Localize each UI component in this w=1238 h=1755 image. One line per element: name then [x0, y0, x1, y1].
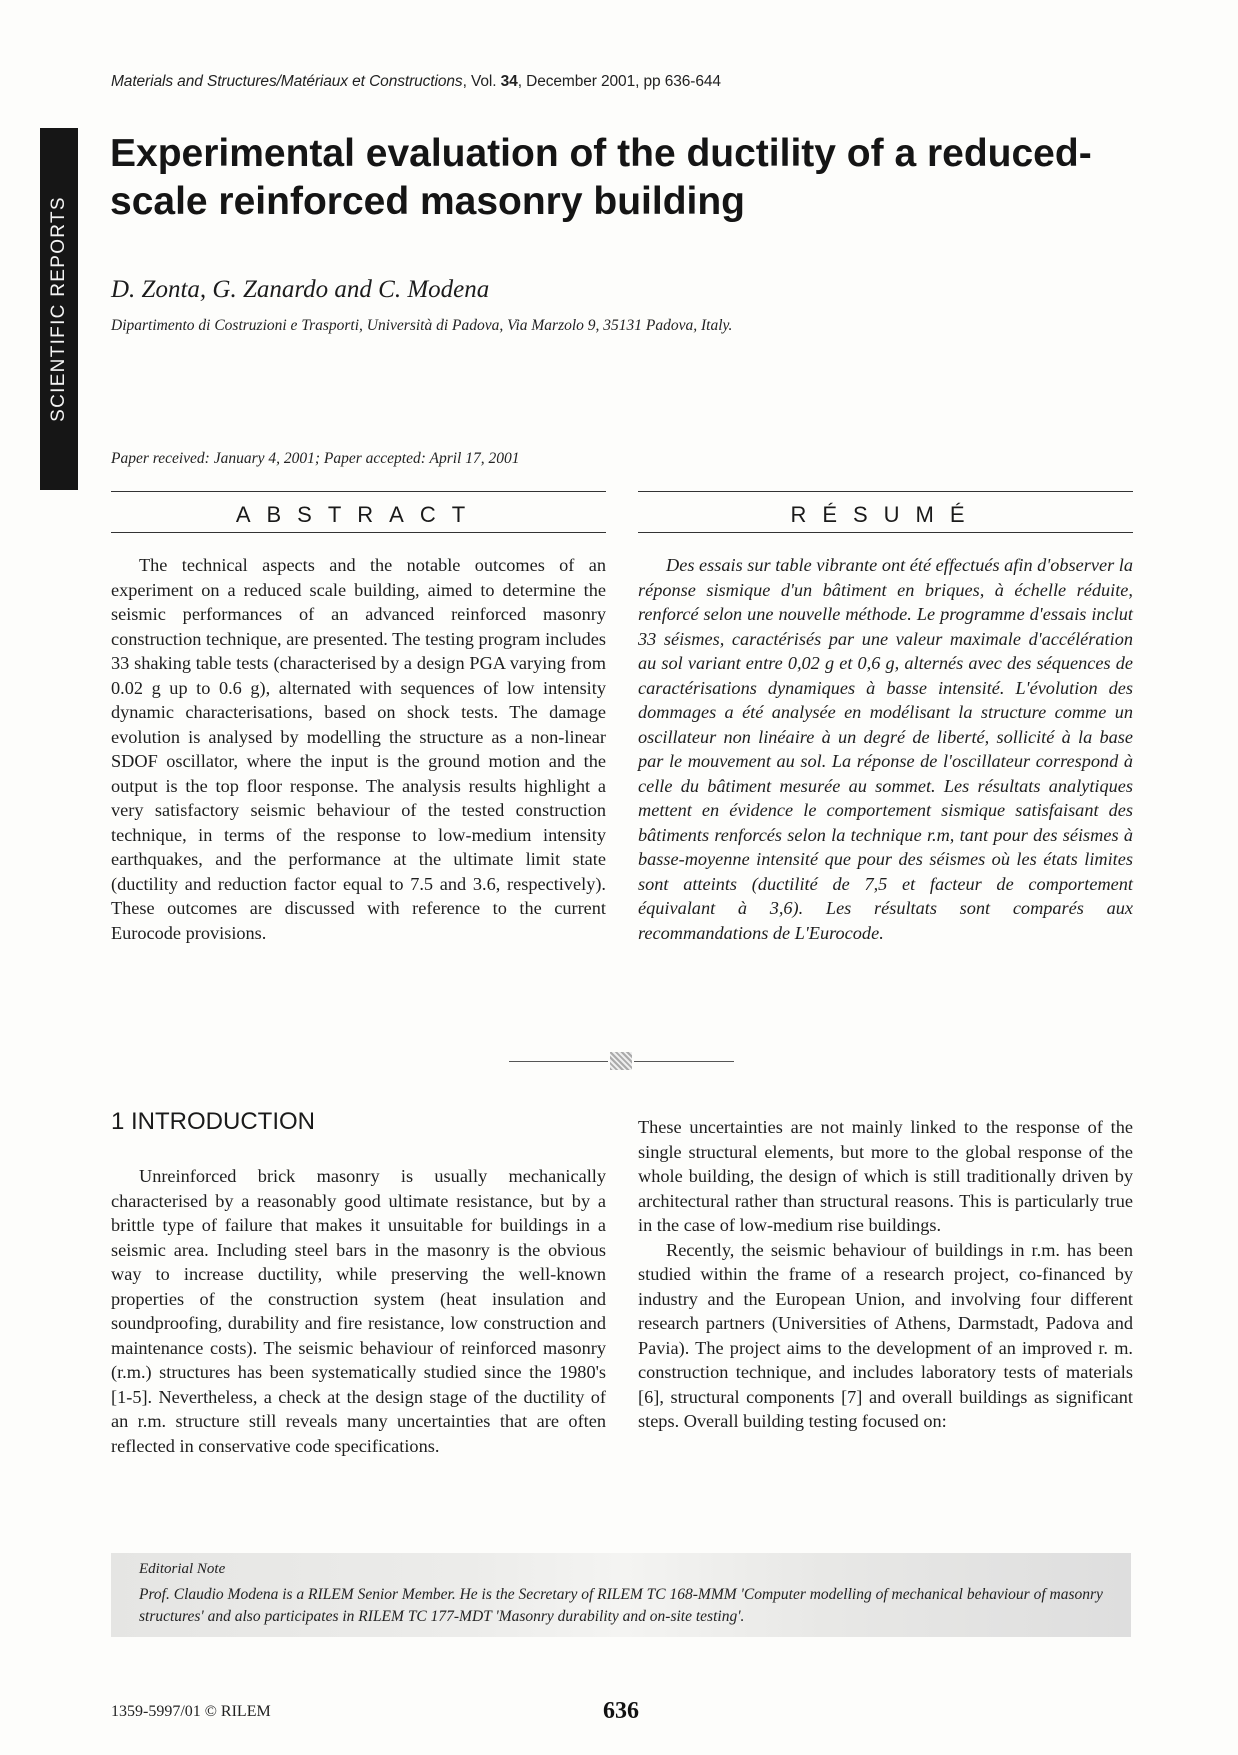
abstract-paragraph: The technical aspects and the notable outcomes of an experiment on a reduced scale building, aimed to determine the seismic performances of an advanced reinforced masonry construction technique, are presented. The testing program includes 33 shaking table tests (characterised by a design PGA varying from 0.02 g up to 0.6 g), alternated with sequences of low intensity dynamic characterisations, based on shock tests. The damage evolution is analysed by modelling the structure as a non-linear SDOF oscillator, where the input is the ground motion and the output is the top floor response. The analysis results highlight a very satisfactory seismic behaviour of the tested construction technique, in terms of the response to low-medium intensity earthquakes, and the performance at the ultimate limit state (ductility and reduction factor equal to 7.5 and 3.6, respectively). These outcomes are discussed with reference to the current Eurocode provisions. — [111, 555, 606, 943]
divider-ornament-mark — [610, 1052, 632, 1070]
abstract-heading: ABSTRACT — [235, 502, 482, 527]
title-line-1: Experimental evaluation of the ductility of a reduced- — [110, 132, 1092, 175]
editorial-note-body: Prof. Claudio Modena is a RILEM Senior Member. He is the Secretary of RILEM TC 168-MMM 'Computer modelling of mechanical behaviour of masonry structures' and also participates in RILEM TC 177-MDT 'Masonry durability and on-site testing'. — [139, 1586, 1103, 1625]
title-line-2: scale reinforced masonry building — [110, 180, 746, 223]
issue-pages: , December 2001, pp 636-644 — [517, 73, 721, 90]
section-divider-ornament — [509, 1050, 734, 1072]
abstract-body — [111, 553, 606, 945]
resume-bottom-rule — [638, 532, 1133, 533]
introduction-paragraph-3: Recently, the seismic behaviour of buildings in r.m. has been studied within the frame of a research project, co-financed by industry and the European Union, and involving four different research partners (Universities of Athens, Darmstadt, Padova and Pavia). The project aims to the development of an improved r. m. construction technique, and includes laboratory tests of materials [6], structural components [7] and overall buildings as significant steps. Overall building testing focused on: — [638, 1239, 1133, 1431]
journal-reference — [111, 73, 1011, 91]
received-dates: Paper received: January 4, 2001; Paper accepted: April 17, 2001 — [111, 450, 520, 467]
introduction-paragraph-1: Unreinforced brick masonry is usually mechanically characterised by a reasonably good ultimate resistance, but by a brittle type of failure that makes it unsuitable for buildings in a seismic area. Including steel bars in the masonry is the obvious way to increase ductility, while preserving the well-known properties of the construction system (heat insulation and soundproofing, durability and fire resistance, low construction and maintenance costs). The seismic behaviour of reinforced masonry (r.m.) structures has been systematically studied since the 1980's [1-5]. Nevertheless, a check at the design stage of the ductility of an r.m. structure still reveals many uncertainties that are often reflected in conservative code specifications. — [111, 1166, 606, 1456]
introduction-right-column — [638, 1115, 1133, 1434]
paper-title — [110, 130, 1130, 226]
resume-top-rule — [638, 491, 1133, 492]
section-side-tab — [40, 128, 78, 490]
introduction-left-column — [111, 1164, 606, 1458]
abstract-bottom-rule — [111, 532, 606, 533]
introduction-paragraph-2: These uncertainties are not mainly linked to the response of the single structural elements, but more to the global response of the whole building, the design of which is still traditionally driven by architectural rather than structural reasons. This is particularly true in the case of low-medium rise buildings. — [638, 1117, 1133, 1235]
journal-name: Materials and Structures/Matériaux et Constructions — [111, 73, 463, 90]
divider-line-right — [634, 1061, 734, 1062]
introduction-heading: 1 INTRODUCTION — [111, 1108, 315, 1135]
issn-copyright: 1359-5997/01 © RILEM — [111, 1703, 271, 1720]
divider-line-left — [509, 1061, 608, 1062]
resume-paragraph: Des essais sur table vibrante ont été effectués afin d'observer la réponse sismique d'un bâtiment en briques, à échelle réduite, renforcé selon une nouvelle méthode. Le programme d'essais inclut 33 séismes, caractérisés par une valeur maximale d'accélération au sol variant entre 0,02 g et 0,6 g, alternés avec des séquences de caractérisations dynamiques à basse intensité. L'évolution des dommages a été analysée en modélisant la structure comme un oscillateur non linéaire à un degré de liberté, sollicité à la base par le mouvement au sol. La réponse de l'oscillateur correspond à celle du bâtiment mesurée au sommet. Les résultats analytiques mettent en évidence le comportement sismique satisfaisant des bâtiments renforcés selon la technique r.m, tant pour des séismes à basse-moyenne intensité que pour des séismes où les états limites sont atteints (ductilité de 7,5 et facteur de comportement équivalant à 3,6). Les résultats sont comparés aux recommandations de L'Eurocode. — [638, 555, 1133, 943]
resume-body — [638, 553, 1133, 945]
volume-prefix: , Vol. — [462, 73, 501, 90]
abstract-top-rule — [111, 491, 606, 492]
side-tab-label: SCIENTIFIC REPORTS — [48, 196, 69, 422]
authors: D. Zonta, G. Zanardo and C. Modena — [111, 276, 490, 303]
editorial-note-title: Editorial Note — [139, 1561, 226, 1577]
resume-heading: RÉSUMÉ — [790, 502, 981, 527]
editorial-note-box — [111, 1553, 1131, 1637]
volume-number: 34 — [500, 73, 518, 90]
page-number: 636 — [603, 1698, 639, 1724]
affiliation: Dipartimento di Costruzioni e Trasporti, Università di Padova, Via Marzolo 9, 35131 Padova, Italy. — [111, 317, 733, 334]
